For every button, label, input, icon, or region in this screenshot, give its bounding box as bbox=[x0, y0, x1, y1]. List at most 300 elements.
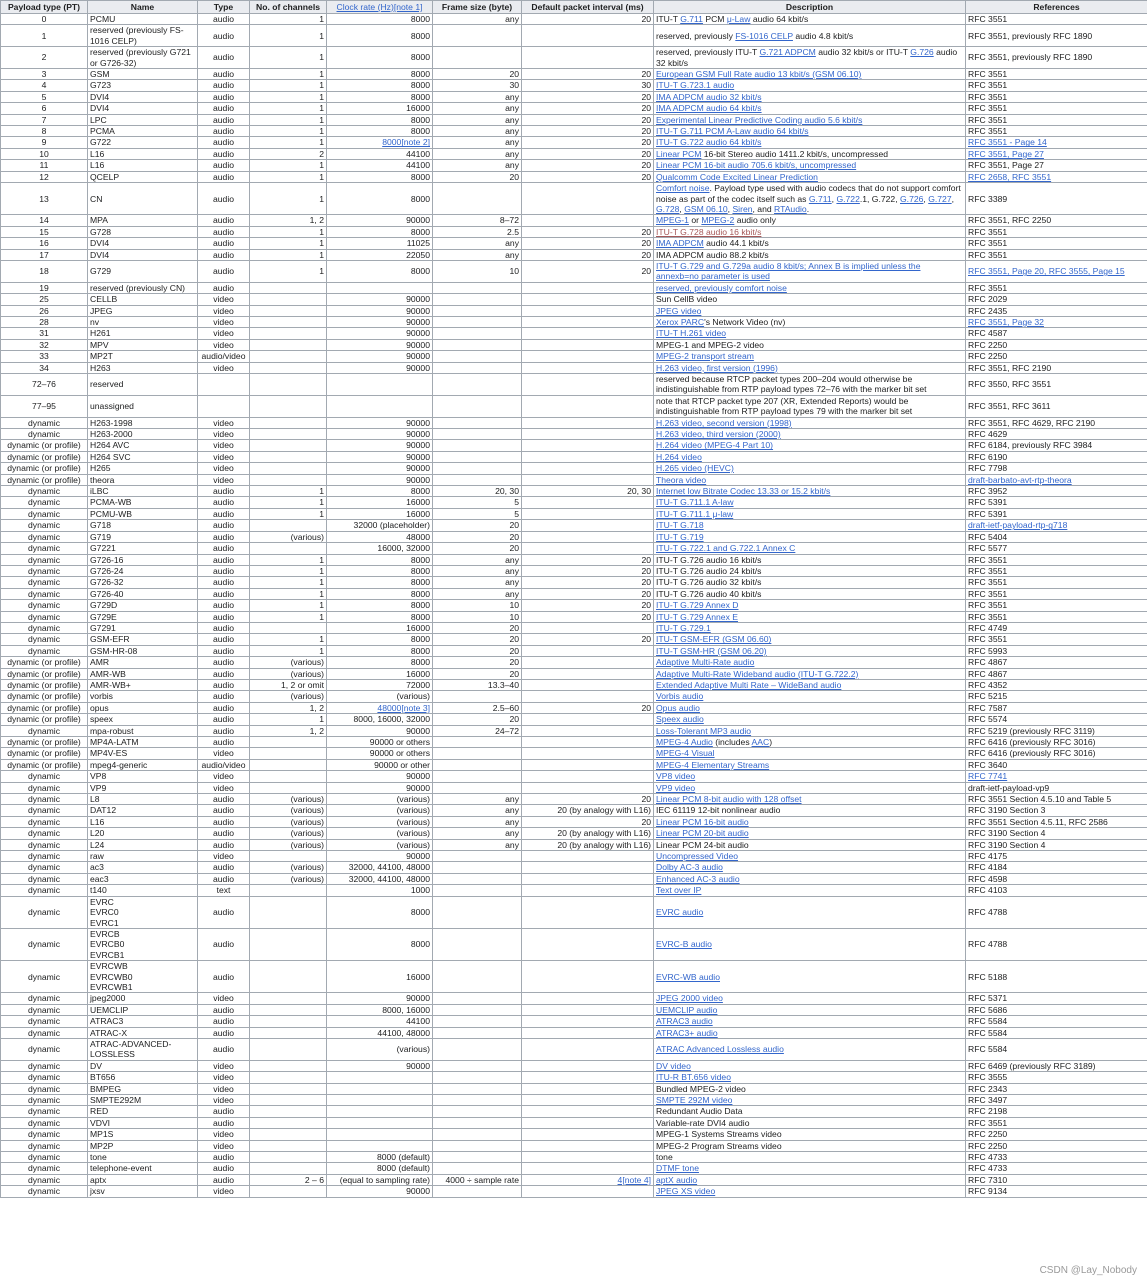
cell-packet-interval: 20 bbox=[522, 600, 654, 611]
cell-channels bbox=[250, 622, 327, 633]
cell-description bbox=[654, 463, 966, 474]
header-channels[interactable]: No. of channels bbox=[250, 1, 327, 14]
description-link[interactable]: ITU-T G.719 bbox=[656, 531, 704, 542]
cell-packet-interval bbox=[522, 1060, 654, 1071]
cell-frame-size bbox=[433, 873, 522, 884]
cell-channels bbox=[250, 362, 327, 373]
description-link[interactable]: reserved, previously comfort noise bbox=[656, 282, 787, 293]
header-payload-type[interactable]: Payload type (PT) bbox=[1, 1, 88, 14]
description-link[interactable]: ITU-T G.711 PCM A-Law audio 64 kbit/s bbox=[656, 126, 809, 137]
cell-channels: 1 bbox=[250, 226, 327, 237]
cell-description bbox=[654, 622, 966, 633]
cell-references: RFC 4733 bbox=[966, 1152, 1147, 1163]
description-link[interactable]: ITU-T G.729 and G.729a audio 8 kbit/s; Annex B is implied unless the annexb=no parameter is used bbox=[656, 260, 921, 282]
description-link[interactable]: IMA ADPCM audio 64 kbit/s bbox=[656, 103, 762, 114]
cell-description bbox=[654, 725, 966, 736]
cell-references: RFC 4598 bbox=[966, 873, 1147, 884]
cell-frame-size: any bbox=[433, 249, 522, 260]
cell-frame-size bbox=[433, 1072, 522, 1083]
reference-link[interactable]: RFC 7741 bbox=[968, 771, 1008, 782]
cell-payload-type: dynamic bbox=[1, 873, 88, 884]
description-link[interactable]: Speex audio bbox=[656, 714, 704, 725]
cell-payload-type: 13 bbox=[1, 183, 88, 215]
description-link[interactable]: Linear PCM bbox=[656, 148, 702, 159]
cell-type: video bbox=[198, 362, 250, 373]
reference-link[interactable]: RFC 3551 - Page 14 bbox=[968, 137, 1047, 148]
description-link[interactable]: ATRAC3 audio bbox=[656, 1016, 713, 1027]
cell-references: RFC 3551 bbox=[966, 565, 1147, 576]
cell-name: unassigned bbox=[88, 395, 198, 417]
cell-name: G719 bbox=[88, 531, 198, 542]
cell-frame-size: 20 bbox=[433, 714, 522, 725]
table-row bbox=[1, 531, 1147, 542]
cell-clock-rate: 90000 bbox=[327, 1186, 433, 1197]
cell-description: reserved, previously FS-1016 CELP audio 4.8 kbit/s bbox=[654, 25, 966, 47]
cell-channels bbox=[250, 451, 327, 462]
cell-name: jxsv bbox=[88, 1186, 198, 1197]
description-link[interactable]: Comfort noise bbox=[656, 183, 710, 194]
cell-packet-interval bbox=[522, 395, 654, 417]
cell-references bbox=[966, 148, 1147, 159]
description-link[interactable]: RTAudio bbox=[774, 203, 807, 214]
header-type[interactable]: Type bbox=[198, 1, 250, 14]
cell-references: RFC 5574 bbox=[966, 714, 1147, 725]
watermark: CSDN @Lay_Nobody bbox=[1039, 1265, 1137, 1276]
cell-payload-type: dynamic bbox=[1, 1152, 88, 1163]
description-link[interactable]: SMPTE 292M video bbox=[656, 1095, 733, 1105]
reference-link[interactable]: RFC 3551, Page 32 bbox=[968, 316, 1044, 327]
cell-clock-rate: 44100 bbox=[327, 1016, 433, 1027]
cell-references: RFC 3190 Section 3 bbox=[966, 805, 1147, 816]
cell-type: audio bbox=[198, 873, 250, 884]
description-link[interactable]: Linear PCM 20-bit audio bbox=[656, 828, 749, 839]
cell-frame-size: any bbox=[433, 114, 522, 125]
cell-frame-size: 20 bbox=[433, 634, 522, 645]
cell-clock-rate: 8000 bbox=[327, 554, 433, 565]
cell-packet-interval: 20 bbox=[522, 634, 654, 645]
table-row bbox=[1, 440, 1147, 451]
cell-channels bbox=[250, 1152, 327, 1163]
cell-description bbox=[654, 417, 966, 428]
cell-type: audio bbox=[198, 91, 250, 102]
cell-packet-interval bbox=[522, 622, 654, 633]
reference-link[interactable]: draft-barbato-avt-rtp-theora bbox=[968, 474, 1072, 485]
description-link[interactable]: Dolby AC-3 audio bbox=[656, 862, 723, 873]
cell-description: note that RTCP packet type 207 (XR, Extended Reports) would be indistinguishable from RTP payload types 79 with the marker bit set bbox=[654, 395, 966, 417]
description-link[interactable]: ITU-T G.711.1 μ-law bbox=[656, 508, 734, 519]
table-row bbox=[1, 126, 1147, 137]
description-link[interactable]: ITU-T G.729.1 bbox=[656, 622, 711, 633]
cell-packet-interval bbox=[522, 508, 654, 519]
cell-type: audio bbox=[198, 565, 250, 576]
cell-type: audio bbox=[198, 520, 250, 531]
description-link[interactable]: JPEG 2000 video bbox=[656, 993, 723, 1004]
description-link[interactable]: VP8 video bbox=[656, 771, 696, 782]
description-link[interactable]: H.263 video, second version (1998) bbox=[656, 417, 792, 428]
description-link[interactable]: Enhanced AC-3 audio bbox=[656, 873, 740, 884]
cell-packet-interval bbox=[522, 657, 654, 668]
cell-payload-type: dynamic bbox=[1, 993, 88, 1004]
cell-name: G723 bbox=[88, 80, 198, 91]
cell-name: EVRC EVRC0 EVRC1 bbox=[88, 896, 198, 928]
cell-packet-interval: 20 bbox=[522, 126, 654, 137]
cell-payload-type: dynamic bbox=[1, 429, 88, 440]
cell-packet-interval bbox=[522, 316, 654, 327]
description-link[interactable]: Experimental Linear Predictive Coding audio 5.6 kbit/s bbox=[656, 114, 863, 125]
table-row bbox=[1, 316, 1147, 327]
cell-channels: 1 bbox=[250, 69, 327, 80]
description-link[interactable]: G.728 bbox=[656, 203, 680, 214]
table-row bbox=[1, 294, 1147, 305]
description-link[interactable]: EVRC-B audio bbox=[656, 939, 712, 950]
header-packet-interval[interactable]: Default packet interval (ms) bbox=[522, 1, 654, 14]
description-link[interactable]: Qualcomm Code Excited Linear Prediction bbox=[656, 171, 818, 182]
description-link[interactable]: H.265 video (HEVC) bbox=[656, 463, 734, 474]
description-link[interactable]: FS-1016 CELP bbox=[735, 30, 793, 41]
table-row bbox=[1, 543, 1147, 554]
reference-link[interactable]: RFC 3551, Page 20, RFC 3555, Page 15 bbox=[968, 266, 1125, 277]
cell-references: RFC 4749 bbox=[966, 622, 1147, 633]
cell-payload-type: dynamic bbox=[1, 771, 88, 782]
table-row bbox=[1, 896, 1147, 928]
cell-references: RFC 4733 bbox=[966, 1163, 1147, 1174]
clock-rate-note-link[interactable]: 48000[note 3] bbox=[377, 702, 430, 713]
description-link[interactable]: AAC bbox=[751, 737, 770, 747]
cell-clock-rate: 90000 bbox=[327, 851, 433, 862]
table-row bbox=[1, 114, 1147, 125]
cell-channels: 1 bbox=[250, 554, 327, 565]
cell-frame-size bbox=[433, 1027, 522, 1038]
cell-channels: (various) bbox=[250, 531, 327, 542]
description-link[interactable]: Adaptive Multi-Rate Wideband audio (ITU-T G.722.2) bbox=[656, 668, 859, 679]
cell-type: audio bbox=[198, 126, 250, 137]
description-link[interactable]: ITU-T G.722 audio 64 kbit/s bbox=[656, 137, 762, 148]
description-link[interactable]: IMA ADPCM audio 32 kbit/s bbox=[656, 91, 762, 102]
cell-payload-type: dynamic bbox=[1, 896, 88, 928]
description-link[interactable]: JPEG XS video bbox=[656, 1186, 716, 1197]
cell-payload-type: dynamic bbox=[1, 1095, 88, 1106]
cell-clock-rate: 8000 bbox=[327, 600, 433, 611]
cell-references: RFC 5391 bbox=[966, 497, 1147, 508]
reference-link[interactable]: RFC 2658, RFC 3551 bbox=[968, 171, 1052, 182]
cell-packet-interval bbox=[522, 294, 654, 305]
cell-name: MP2T bbox=[88, 351, 198, 362]
cell-packet-interval bbox=[522, 183, 654, 215]
description-link[interactable]: H.264 video (MPEG-4 Part 10) bbox=[656, 440, 774, 451]
description-link[interactable]: Linear PCM 16-bit audio 705.6 kbit/s, uncompressed bbox=[656, 160, 857, 171]
cell-clock-rate bbox=[327, 395, 433, 417]
cell-name: t140 bbox=[88, 885, 198, 896]
cell-type: audio bbox=[198, 543, 250, 554]
cell-payload-type: dynamic bbox=[1, 885, 88, 896]
table-row bbox=[1, 588, 1147, 599]
table-row bbox=[1, 305, 1147, 316]
table-row bbox=[1, 714, 1147, 725]
cell-description bbox=[654, 282, 966, 293]
cell-payload-type: dynamic (or profile) bbox=[1, 657, 88, 668]
table-row bbox=[1, 1095, 1147, 1106]
table-row bbox=[1, 260, 1147, 282]
description-link[interactable]: ITU-T G.729 Annex D bbox=[656, 600, 739, 611]
cell-clock-rate: 8000, 16000 bbox=[327, 1004, 433, 1015]
description-link[interactable]: ITU-T G.711.1 A-law bbox=[656, 497, 734, 508]
description-link[interactable]: Extended Adaptive Multi Rate – WideBand audio bbox=[656, 679, 842, 690]
cell-payload-type: 11 bbox=[1, 160, 88, 171]
cell-name: theora bbox=[88, 474, 198, 485]
description-link[interactable]: μ-Law bbox=[726, 14, 751, 24]
cell-packet-interval: 20 bbox=[522, 103, 654, 114]
cell-references bbox=[966, 171, 1147, 182]
description-link[interactable]: MPEG-4 Visual bbox=[656, 748, 715, 759]
description-link[interactable]: MPEG-4 Audio bbox=[656, 737, 713, 747]
cell-packet-interval bbox=[522, 691, 654, 702]
header-description[interactable]: Description bbox=[654, 1, 966, 14]
cell-frame-size bbox=[433, 961, 522, 993]
clock-rate-link[interactable]: Clock rate (Hz)[note 1] bbox=[336, 1, 423, 12]
cell-channels: (various) bbox=[250, 805, 327, 816]
cell-frame-size: any bbox=[433, 554, 522, 565]
cell-frame-size: any bbox=[433, 238, 522, 249]
table-body bbox=[1, 14, 1147, 1198]
description-link[interactable]: MPEG-2 transport stream bbox=[656, 351, 754, 362]
header-references[interactable]: References bbox=[966, 1, 1147, 14]
cell-type: audio bbox=[198, 171, 250, 182]
cell-name: ATRAC-ADVANCED-LOSSLESS bbox=[88, 1038, 198, 1060]
cell-description bbox=[654, 634, 966, 645]
cell-references: RFC 3190 Section 4 bbox=[966, 839, 1147, 850]
table-row bbox=[1, 339, 1147, 350]
cell-description bbox=[654, 328, 966, 339]
description-link[interactable]: G.721 ADPCM bbox=[759, 47, 816, 58]
description-link[interactable]: ITU-T H.261 video bbox=[656, 328, 727, 339]
description-link[interactable]: Theora video bbox=[656, 474, 707, 485]
cell-name: PCMU bbox=[88, 14, 198, 25]
cell-frame-size: 5 bbox=[433, 497, 522, 508]
table-row bbox=[1, 748, 1147, 759]
description-link[interactable]: VP9 video bbox=[656, 782, 696, 793]
cell-packet-interval: 20 bbox=[522, 69, 654, 80]
description-link[interactable]: G.726 bbox=[900, 193, 924, 204]
cell-description bbox=[654, 126, 966, 137]
cell-description: Sun CellB video bbox=[654, 294, 966, 305]
cell-payload-type: dynamic bbox=[1, 928, 88, 960]
cell-name: BMPEG bbox=[88, 1083, 198, 1094]
cell-clock-rate: 32000, 44100, 48000 bbox=[327, 862, 433, 873]
cell-clock-rate bbox=[327, 1106, 433, 1117]
cell-references: RFC 5219 (previously RFC 3119) bbox=[966, 725, 1147, 736]
header-name[interactable]: Name bbox=[88, 1, 198, 14]
cell-description bbox=[654, 928, 966, 960]
cell-payload-type: dynamic (or profile) bbox=[1, 702, 88, 713]
description-link[interactable]: JPEG video bbox=[656, 305, 702, 316]
description-link[interactable]: Uncompressed Video bbox=[656, 851, 739, 862]
description-link[interactable]: ITU-T G.722.1 and G.722.1 Annex C bbox=[656, 543, 796, 554]
cell-packet-interval: 20 (by analogy with L16) bbox=[522, 828, 654, 839]
table-row bbox=[1, 80, 1147, 91]
cell-description bbox=[654, 1038, 966, 1060]
cell-description: ITU-T G.726 audio 24 kbit/s bbox=[654, 565, 966, 576]
description-link[interactable]: G.711 bbox=[808, 193, 832, 204]
cell-type: audio bbox=[198, 702, 250, 713]
cell-packet-interval bbox=[522, 351, 654, 362]
table-row bbox=[1, 961, 1147, 993]
cell-packet-interval bbox=[522, 25, 654, 47]
header-clock-rate[interactable] bbox=[327, 1, 433, 14]
cell-channels: 1 bbox=[250, 588, 327, 599]
description-link[interactable]: MPEG-2 bbox=[701, 215, 735, 226]
cell-payload-type: dynamic bbox=[1, 782, 88, 793]
cell-clock-rate: 8000 bbox=[327, 69, 433, 80]
interval-note-link[interactable]: 4[note 4] bbox=[617, 1174, 651, 1185]
description-link[interactable]: DTMF tone bbox=[656, 1163, 699, 1174]
cell-payload-type: dynamic (or profile) bbox=[1, 679, 88, 690]
cell-clock-rate: 90000 bbox=[327, 351, 433, 362]
header-frame-size[interactable]: Frame size (byte) bbox=[433, 1, 522, 14]
table-row bbox=[1, 238, 1147, 249]
cell-frame-size: any bbox=[433, 103, 522, 114]
cell-frame-size bbox=[433, 1004, 522, 1015]
description-link[interactable]: H.263 video, first version (1996) bbox=[656, 362, 778, 373]
description-link[interactable]: H.264 video bbox=[656, 451, 702, 462]
cell-type: audio bbox=[198, 691, 250, 702]
description-link[interactable]: aptX audio bbox=[656, 1174, 698, 1185]
cell-references: RFC 3555 bbox=[966, 1072, 1147, 1083]
cell-name: H264 AVC bbox=[88, 440, 198, 451]
cell-type: audio bbox=[198, 1117, 250, 1128]
cell-packet-interval: 20 bbox=[522, 588, 654, 599]
description-link[interactable]: UEMCLIP audio bbox=[656, 1004, 718, 1015]
cell-clock-rate: 16000 bbox=[327, 622, 433, 633]
description-link[interactable]: ITU-T GSM-EFR (GSM 06.60) bbox=[656, 634, 772, 645]
description-link[interactable]: G.711 bbox=[680, 14, 703, 24]
description-link[interactable]: ITU-T G.718 bbox=[656, 520, 704, 531]
description-link[interactable]: Opus audio bbox=[656, 702, 700, 713]
description-link[interactable]: MPEG-4 Elementary Streams bbox=[656, 759, 770, 770]
description-link[interactable]: Siren bbox=[732, 203, 753, 214]
cell-channels bbox=[250, 374, 327, 396]
description-link[interactable]: G.726 bbox=[910, 47, 934, 58]
cell-clock-rate: 48000 bbox=[327, 531, 433, 542]
description-link[interactable]: IMA ADPCM bbox=[656, 238, 704, 249]
description-link[interactable]: H.263 video, third version (2000) bbox=[656, 429, 781, 440]
cell-clock-rate: 90000 bbox=[327, 316, 433, 327]
description-link[interactable]: EVRC-WB audio bbox=[656, 971, 720, 982]
description-link[interactable]: G.722 bbox=[836, 193, 860, 204]
description-link[interactable]: ATRAC Advanced Lossless audio bbox=[656, 1044, 784, 1055]
cell-packet-interval bbox=[522, 993, 654, 1004]
clock-rate-note-link[interactable]: 8000[note 2] bbox=[382, 137, 430, 148]
description-link[interactable]: MPEG-1 bbox=[656, 215, 689, 226]
description-link[interactable]: G.727 bbox=[928, 193, 952, 204]
cell-payload-type: dynamic bbox=[1, 531, 88, 542]
description-link[interactable]: ITU-T G.723.1 audio bbox=[656, 80, 735, 91]
cell-description bbox=[654, 1186, 966, 1197]
cell-clock-rate: 8000 bbox=[327, 25, 433, 47]
cell-clock-rate: (various) bbox=[327, 691, 433, 702]
cell-frame-size bbox=[433, 1016, 522, 1027]
cell-channels bbox=[250, 1163, 327, 1174]
description-link[interactable]: Internet low Bitrate Codec 13.33 or 15.2 kbit/s bbox=[656, 486, 831, 497]
cell-frame-size bbox=[433, 1095, 522, 1106]
cell-payload-type: 6 bbox=[1, 103, 88, 114]
description-link[interactable]: GSM 06.10 bbox=[684, 203, 728, 214]
description-link[interactable]: Vorbis audio bbox=[656, 691, 704, 702]
cell-clock-rate: 90000 bbox=[327, 440, 433, 451]
table-row bbox=[1, 362, 1147, 373]
table-row bbox=[1, 565, 1147, 576]
description-link[interactable]: ATRAC3+ audio bbox=[656, 1027, 718, 1038]
cell-clock-rate: 90000 or others bbox=[327, 737, 433, 748]
cell-packet-interval bbox=[522, 47, 654, 69]
cell-channels: 1 bbox=[250, 137, 327, 148]
cell-name: VP8 bbox=[88, 771, 198, 782]
cell-name: MP2P bbox=[88, 1140, 198, 1151]
cell-name: G7291 bbox=[88, 622, 198, 633]
description-link[interactable]: ITU-T G.728 audio 16 kbit/s bbox=[656, 226, 762, 237]
reference-link[interactable]: RFC 3551, Page 27 bbox=[968, 148, 1044, 159]
cell-channels: (various) bbox=[250, 828, 327, 839]
description-link[interactable]: Loss-Tolerant MP3 audio bbox=[656, 725, 752, 736]
reference-link[interactable]: draft-ietf-payload-rtp-g718 bbox=[968, 520, 1068, 531]
cell-name: eac3 bbox=[88, 873, 198, 884]
cell-references: RFC 3551 bbox=[966, 249, 1147, 260]
cell-payload-type: dynamic bbox=[1, 1038, 88, 1060]
cell-description bbox=[654, 1016, 966, 1027]
cell-description bbox=[654, 80, 966, 91]
table-row bbox=[1, 1038, 1147, 1060]
description-link[interactable]: EVRC audio bbox=[656, 907, 704, 918]
table-row bbox=[1, 47, 1147, 69]
description-link[interactable]: Xerox PARC bbox=[656, 316, 705, 327]
cell-name: VP9 bbox=[88, 782, 198, 793]
cell-payload-type: dynamic bbox=[1, 1072, 88, 1083]
description-link[interactable]: DV video bbox=[656, 1060, 691, 1071]
description-link[interactable]: European GSM Full Rate audio 13 kbit/s (GSM 06.10) bbox=[656, 69, 862, 80]
cell-channels bbox=[250, 463, 327, 474]
cell-channels bbox=[250, 328, 327, 339]
cell-name: L16 bbox=[88, 148, 198, 159]
description-link[interactable]: Text over IP bbox=[656, 885, 702, 896]
cell-payload-type: dynamic bbox=[1, 622, 88, 633]
description-link[interactable]: ITU-T G.729 Annex E bbox=[656, 611, 738, 622]
cell-frame-size bbox=[433, 928, 522, 960]
description-link[interactable]: ITU-R BT.656 video bbox=[656, 1072, 731, 1083]
cell-name: SMPTE292M bbox=[88, 1095, 198, 1106]
cell-payload-type: 26 bbox=[1, 305, 88, 316]
cell-frame-size: 8–72 bbox=[433, 215, 522, 226]
cell-payload-type: dynamic bbox=[1, 839, 88, 850]
cell-description bbox=[654, 531, 966, 542]
cell-description bbox=[654, 305, 966, 316]
cell-references: RFC 3551 bbox=[966, 577, 1147, 588]
cell-name: H263-1998 bbox=[88, 417, 198, 428]
table-row bbox=[1, 1163, 1147, 1174]
description-link[interactable]: ITU-T GSM-HR (GSM 06.20) bbox=[656, 645, 767, 656]
cell-payload-type: dynamic bbox=[1, 794, 88, 805]
description-link[interactable]: Adaptive Multi-Rate audio bbox=[656, 657, 755, 668]
description-link[interactable]: Linear PCM 8-bit audio with 128 offset bbox=[656, 794, 802, 805]
cell-payload-type: dynamic bbox=[1, 1174, 88, 1185]
cell-frame-size bbox=[433, 862, 522, 873]
cell-type: video bbox=[198, 463, 250, 474]
cell-description: MPEG-1 and MPEG-2 video bbox=[654, 339, 966, 350]
cell-channels: (various) bbox=[250, 668, 327, 679]
cell-clock-rate: 32000, 44100, 48000 bbox=[327, 873, 433, 884]
description-link[interactable]: Linear PCM 16-bit audio bbox=[656, 816, 749, 827]
table-row bbox=[1, 282, 1147, 293]
cell-name: mpa-robust bbox=[88, 725, 198, 736]
cell-frame-size bbox=[433, 1129, 522, 1140]
